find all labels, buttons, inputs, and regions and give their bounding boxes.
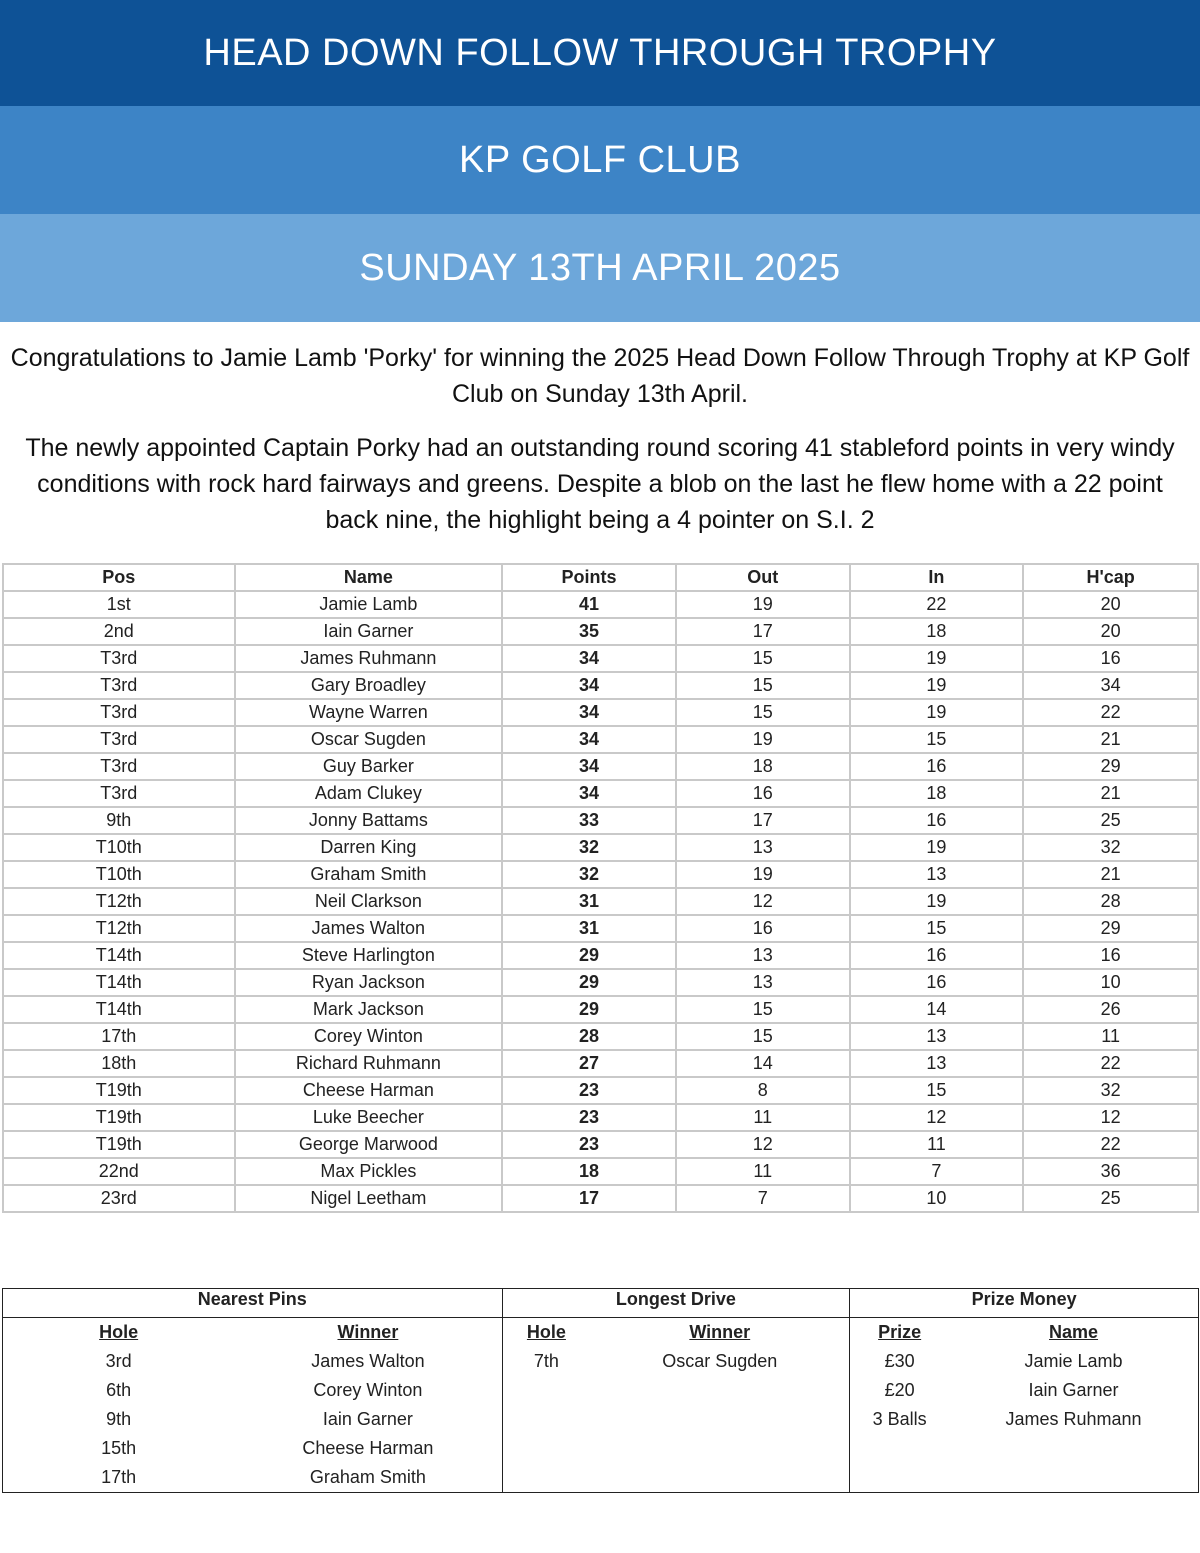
cell-points: 34 [502, 726, 676, 753]
cell-out: 13 [676, 942, 850, 969]
cell-in: 7 [850, 1158, 1024, 1185]
table-row [3, 861, 1198, 888]
cell-name: Wayne Warren [235, 699, 503, 726]
cell-hcap: 20 [1023, 618, 1198, 645]
cell-in: 10 [850, 1185, 1024, 1212]
table-row [3, 888, 1198, 915]
cell-pos: T19th [3, 1077, 235, 1104]
cell-hcap: 21 [1023, 780, 1198, 807]
nearest-pins-cell: Iain Garner [322, 1409, 413, 1429]
cell-out: 12 [676, 1131, 850, 1158]
club-name: KP GOLF CLUB [459, 138, 741, 181]
cell-points: 23 [502, 1131, 676, 1158]
nearest-pins-table [3, 1318, 502, 1492]
cell-name: Oscar Sugden [235, 726, 503, 753]
cell-out: 11 [676, 1158, 850, 1185]
table-row [3, 1104, 1198, 1131]
nearest-pins-cell: Graham Smith [309, 1467, 426, 1487]
nearest-pins-cell: Corey Winton [313, 1380, 423, 1400]
cell-points: 29 [502, 969, 676, 996]
cell-hcap: 36 [1023, 1158, 1198, 1185]
prize-money-cell: £30 [884, 1351, 915, 1371]
page-title: HEAD DOWN FOLLOW THROUGH TROPHY [203, 31, 997, 74]
cell-pos: 18th [3, 1050, 235, 1077]
cell-name: Ryan Jackson [235, 969, 503, 996]
cell-name: Jamie Lamb [235, 591, 503, 618]
cell-name: Guy Barker [235, 753, 503, 780]
longest-drive-cell: 7th [533, 1351, 559, 1371]
cell-out: 17 [676, 807, 850, 834]
cell-pos: T14th [3, 969, 235, 996]
cell-name: Luke Beecher [235, 1104, 503, 1131]
longest-drive-table [503, 1318, 850, 1376]
table-row [3, 1131, 1198, 1158]
longest-drive-hole-header: Hole [526, 1322, 566, 1342]
title-banner [0, 0, 1200, 106]
cell-name: Mark Jackson [235, 996, 503, 1023]
nearest-pins-cell: 3rd [105, 1351, 132, 1371]
cell-out: 16 [676, 780, 850, 807]
prize-money-prize-header: Prize [878, 1322, 922, 1342]
table-row [3, 969, 1198, 996]
cell-in: 13 [850, 1023, 1024, 1050]
cell-in: 16 [850, 807, 1024, 834]
cell-hcap: 11 [1023, 1023, 1198, 1050]
list-item [3, 1376, 502, 1405]
cell-in: 15 [850, 1077, 1024, 1104]
cell-name: Jonny Battams [235, 807, 503, 834]
cell-hcap: 16 [1023, 942, 1198, 969]
table-row [3, 1077, 1198, 1104]
table-row [3, 1185, 1198, 1212]
table-row [3, 1050, 1198, 1077]
cell-in: 22 [850, 591, 1024, 618]
club-banner [0, 106, 1200, 214]
cell-pos: T3rd [3, 645, 235, 672]
cell-points: 18 [502, 1158, 676, 1185]
cell-in: 13 [850, 1050, 1024, 1077]
cell-pos: T10th [3, 861, 235, 888]
nearest-pins-cell: 17th [101, 1467, 137, 1487]
cell-points: 28 [502, 1023, 676, 1050]
date-banner [0, 214, 1200, 322]
cell-hcap: 22 [1023, 699, 1198, 726]
cell-hcap: 25 [1023, 1185, 1198, 1212]
cell-pos: T19th [3, 1131, 235, 1158]
nearest-pins-winner-header: Winner [337, 1322, 399, 1342]
longest-drive-title: Longest Drive [502, 1289, 850, 1318]
cell-hcap: 32 [1023, 834, 1198, 861]
prize-money-cell [850, 1318, 1199, 1493]
cell-out: 13 [676, 969, 850, 996]
cell-in: 14 [850, 996, 1024, 1023]
cell-hcap: 16 [1023, 645, 1198, 672]
intro-paragraph-1: Congratulations to Jamie Lamb 'Porky' for winning the 2025 Head Down Follow Through Trophy at KP Golf Club on Sunday 13th April. [10, 344, 1190, 408]
cell-name: Steve Harlington [235, 942, 503, 969]
cell-in: 18 [850, 780, 1024, 807]
nearest-pins-hole-header: Hole [99, 1322, 139, 1342]
intro-text [0, 340, 1200, 538]
list-item [503, 1347, 850, 1376]
cell-pos: T3rd [3, 699, 235, 726]
table-row [3, 1023, 1198, 1050]
cell-name: George Marwood [235, 1131, 503, 1158]
cell-points: 34 [502, 699, 676, 726]
cell-points: 32 [502, 861, 676, 888]
list-item [850, 1376, 1198, 1405]
cell-points: 29 [502, 942, 676, 969]
cell-out: 12 [676, 888, 850, 915]
intro-paragraph-2: The newly appointed Captain Porky had an outstanding round scoring 41 stableford points in very windy conditions with rock hard fairways and greens. Despite a blob on the last he flew home with a 22 point back nine, the highlight being a 4 pointer on S.I. 2 [25, 434, 1175, 534]
cell-points: 34 [502, 780, 676, 807]
longest-drive-winner-header: Winner [689, 1322, 751, 1342]
cell-hcap: 28 [1023, 888, 1198, 915]
cell-pos: 9th [3, 807, 235, 834]
cell-points: 27 [502, 1050, 676, 1077]
cell-pos: 17th [3, 1023, 235, 1050]
cell-name: James Ruhmann [235, 645, 503, 672]
cell-in: 15 [850, 915, 1024, 942]
cell-name: Darren King [235, 834, 503, 861]
cell-hcap: 29 [1023, 753, 1198, 780]
nearest-pins-title: Nearest Pins [3, 1289, 503, 1318]
longest-drive-cell: Oscar Sugden [662, 1351, 778, 1371]
cell-out: 16 [676, 915, 850, 942]
cell-points: 31 [502, 888, 676, 915]
nearest-pins-cell [3, 1318, 503, 1493]
cell-out: 7 [676, 1185, 850, 1212]
cell-points: 17 [502, 1185, 676, 1212]
cell-out: 15 [676, 996, 850, 1023]
cell-in: 19 [850, 834, 1024, 861]
cell-hcap: 10 [1023, 969, 1198, 996]
cell-hcap: 34 [1023, 672, 1198, 699]
prize-money-cell: Jamie Lamb [1024, 1351, 1123, 1371]
cell-points: 23 [502, 1077, 676, 1104]
table-row [3, 591, 1198, 618]
cell-pos: 2nd [3, 618, 235, 645]
nearest-pins-cell: James Walton [311, 1351, 425, 1371]
cell-hcap: 26 [1023, 996, 1198, 1023]
cell-hcap: 20 [1023, 591, 1198, 618]
cell-hcap: 25 [1023, 807, 1198, 834]
prize-money-cell: James Ruhmann [1005, 1409, 1142, 1429]
cell-out: 15 [676, 699, 850, 726]
prize-money-cell: £20 [884, 1380, 915, 1400]
cell-hcap: 21 [1023, 861, 1198, 888]
cell-in: 16 [850, 969, 1024, 996]
col-header-points: Points [502, 564, 676, 591]
results-header-row [3, 564, 1198, 591]
nearest-pins-cell: Cheese Harman [302, 1438, 434, 1458]
list-item [850, 1347, 1198, 1376]
cell-name: Nigel Leetham [235, 1185, 503, 1212]
cell-pos: T12th [3, 888, 235, 915]
prize-money-name-header: Name [1049, 1322, 1099, 1342]
prize-money-title: Prize Money [850, 1289, 1199, 1318]
cell-out: 17 [676, 618, 850, 645]
cell-name: Graham Smith [235, 861, 503, 888]
cell-out: 19 [676, 591, 850, 618]
cell-out: 18 [676, 753, 850, 780]
table-row [3, 699, 1198, 726]
cell-points: 34 [502, 753, 676, 780]
cell-pos: T14th [3, 942, 235, 969]
cell-out: 11 [676, 1104, 850, 1131]
cell-hcap: 21 [1023, 726, 1198, 753]
cell-in: 16 [850, 942, 1024, 969]
table-row [3, 645, 1198, 672]
cell-points: 35 [502, 618, 676, 645]
table-row [3, 996, 1198, 1023]
cell-name: Neil Clarkson [235, 888, 503, 915]
list-item [3, 1463, 502, 1492]
cell-name: Gary Broadley [235, 672, 503, 699]
prize-money-table [850, 1318, 1198, 1434]
cell-hcap: 22 [1023, 1131, 1198, 1158]
cell-out: 13 [676, 834, 850, 861]
longest-drive-cell [502, 1318, 850, 1493]
cell-in: 18 [850, 618, 1024, 645]
cell-pos: T10th [3, 834, 235, 861]
table-row [3, 834, 1198, 861]
cell-name: Richard Ruhmann [235, 1050, 503, 1077]
cell-name: Corey Winton [235, 1023, 503, 1050]
table-row [3, 942, 1198, 969]
cell-pos: T3rd [3, 780, 235, 807]
cell-out: 19 [676, 726, 850, 753]
table-row [3, 780, 1198, 807]
cell-hcap: 12 [1023, 1104, 1198, 1131]
nearest-pins-cell: 15th [101, 1438, 137, 1458]
cell-name: Max Pickles [235, 1158, 503, 1185]
cell-in: 11 [850, 1131, 1024, 1158]
cell-pos: T3rd [3, 726, 235, 753]
list-item [3, 1405, 502, 1434]
cell-pos: 22nd [3, 1158, 235, 1185]
table-row [3, 753, 1198, 780]
cell-points: 41 [502, 591, 676, 618]
cell-in: 19 [850, 888, 1024, 915]
prize-money-cell: Iain Garner [1028, 1380, 1119, 1400]
cell-in: 19 [850, 672, 1024, 699]
list-item [850, 1405, 1198, 1434]
list-item [3, 1347, 502, 1376]
cell-out: 15 [676, 645, 850, 672]
cell-pos: T3rd [3, 753, 235, 780]
col-header-pos: Pos [3, 564, 235, 591]
cell-pos: 1st [3, 591, 235, 618]
cell-name: Cheese Harman [235, 1077, 503, 1104]
cell-pos: T14th [3, 996, 235, 1023]
results-body [3, 591, 1198, 1212]
col-header-name: Name [235, 564, 503, 591]
event-date: SUNDAY 13TH APRIL 2025 [359, 246, 841, 289]
table-row [3, 672, 1198, 699]
cell-in: 19 [850, 699, 1024, 726]
table-row [3, 726, 1198, 753]
cell-name: Iain Garner [235, 618, 503, 645]
cell-name: Adam Clukey [235, 780, 503, 807]
cell-out: 8 [676, 1077, 850, 1104]
col-header-in: In [850, 564, 1024, 591]
cell-in: 15 [850, 726, 1024, 753]
cell-in: 12 [850, 1104, 1024, 1131]
cell-points: 23 [502, 1104, 676, 1131]
table-row [3, 618, 1198, 645]
results-table [2, 563, 1199, 1213]
prize-money-cell: 3 Balls [872, 1409, 927, 1429]
cell-out: 15 [676, 1023, 850, 1050]
nearest-pins-cell: 6th [106, 1380, 132, 1400]
cell-pos: T12th [3, 915, 235, 942]
cell-in: 19 [850, 645, 1024, 672]
cell-out: 19 [676, 861, 850, 888]
table-row [3, 1158, 1198, 1185]
cell-pos: T3rd [3, 672, 235, 699]
nearest-pins-cell: 9th [106, 1409, 132, 1429]
cell-pos: T19th [3, 1104, 235, 1131]
cell-name: James Walton [235, 915, 503, 942]
cell-hcap: 22 [1023, 1050, 1198, 1077]
awards-table [2, 1288, 1199, 1493]
cell-points: 31 [502, 915, 676, 942]
col-header-out: Out [676, 564, 850, 591]
cell-points: 29 [502, 996, 676, 1023]
cell-points: 34 [502, 672, 676, 699]
list-item [3, 1434, 502, 1463]
cell-in: 16 [850, 753, 1024, 780]
cell-out: 15 [676, 672, 850, 699]
cell-hcap: 32 [1023, 1077, 1198, 1104]
cell-pos: 23rd [3, 1185, 235, 1212]
cell-points: 33 [502, 807, 676, 834]
cell-points: 32 [502, 834, 676, 861]
table-row [3, 915, 1198, 942]
table-row [3, 807, 1198, 834]
cell-hcap: 29 [1023, 915, 1198, 942]
cell-out: 14 [676, 1050, 850, 1077]
cell-points: 34 [502, 645, 676, 672]
col-header-hcap: H'cap [1023, 564, 1198, 591]
cell-in: 13 [850, 861, 1024, 888]
